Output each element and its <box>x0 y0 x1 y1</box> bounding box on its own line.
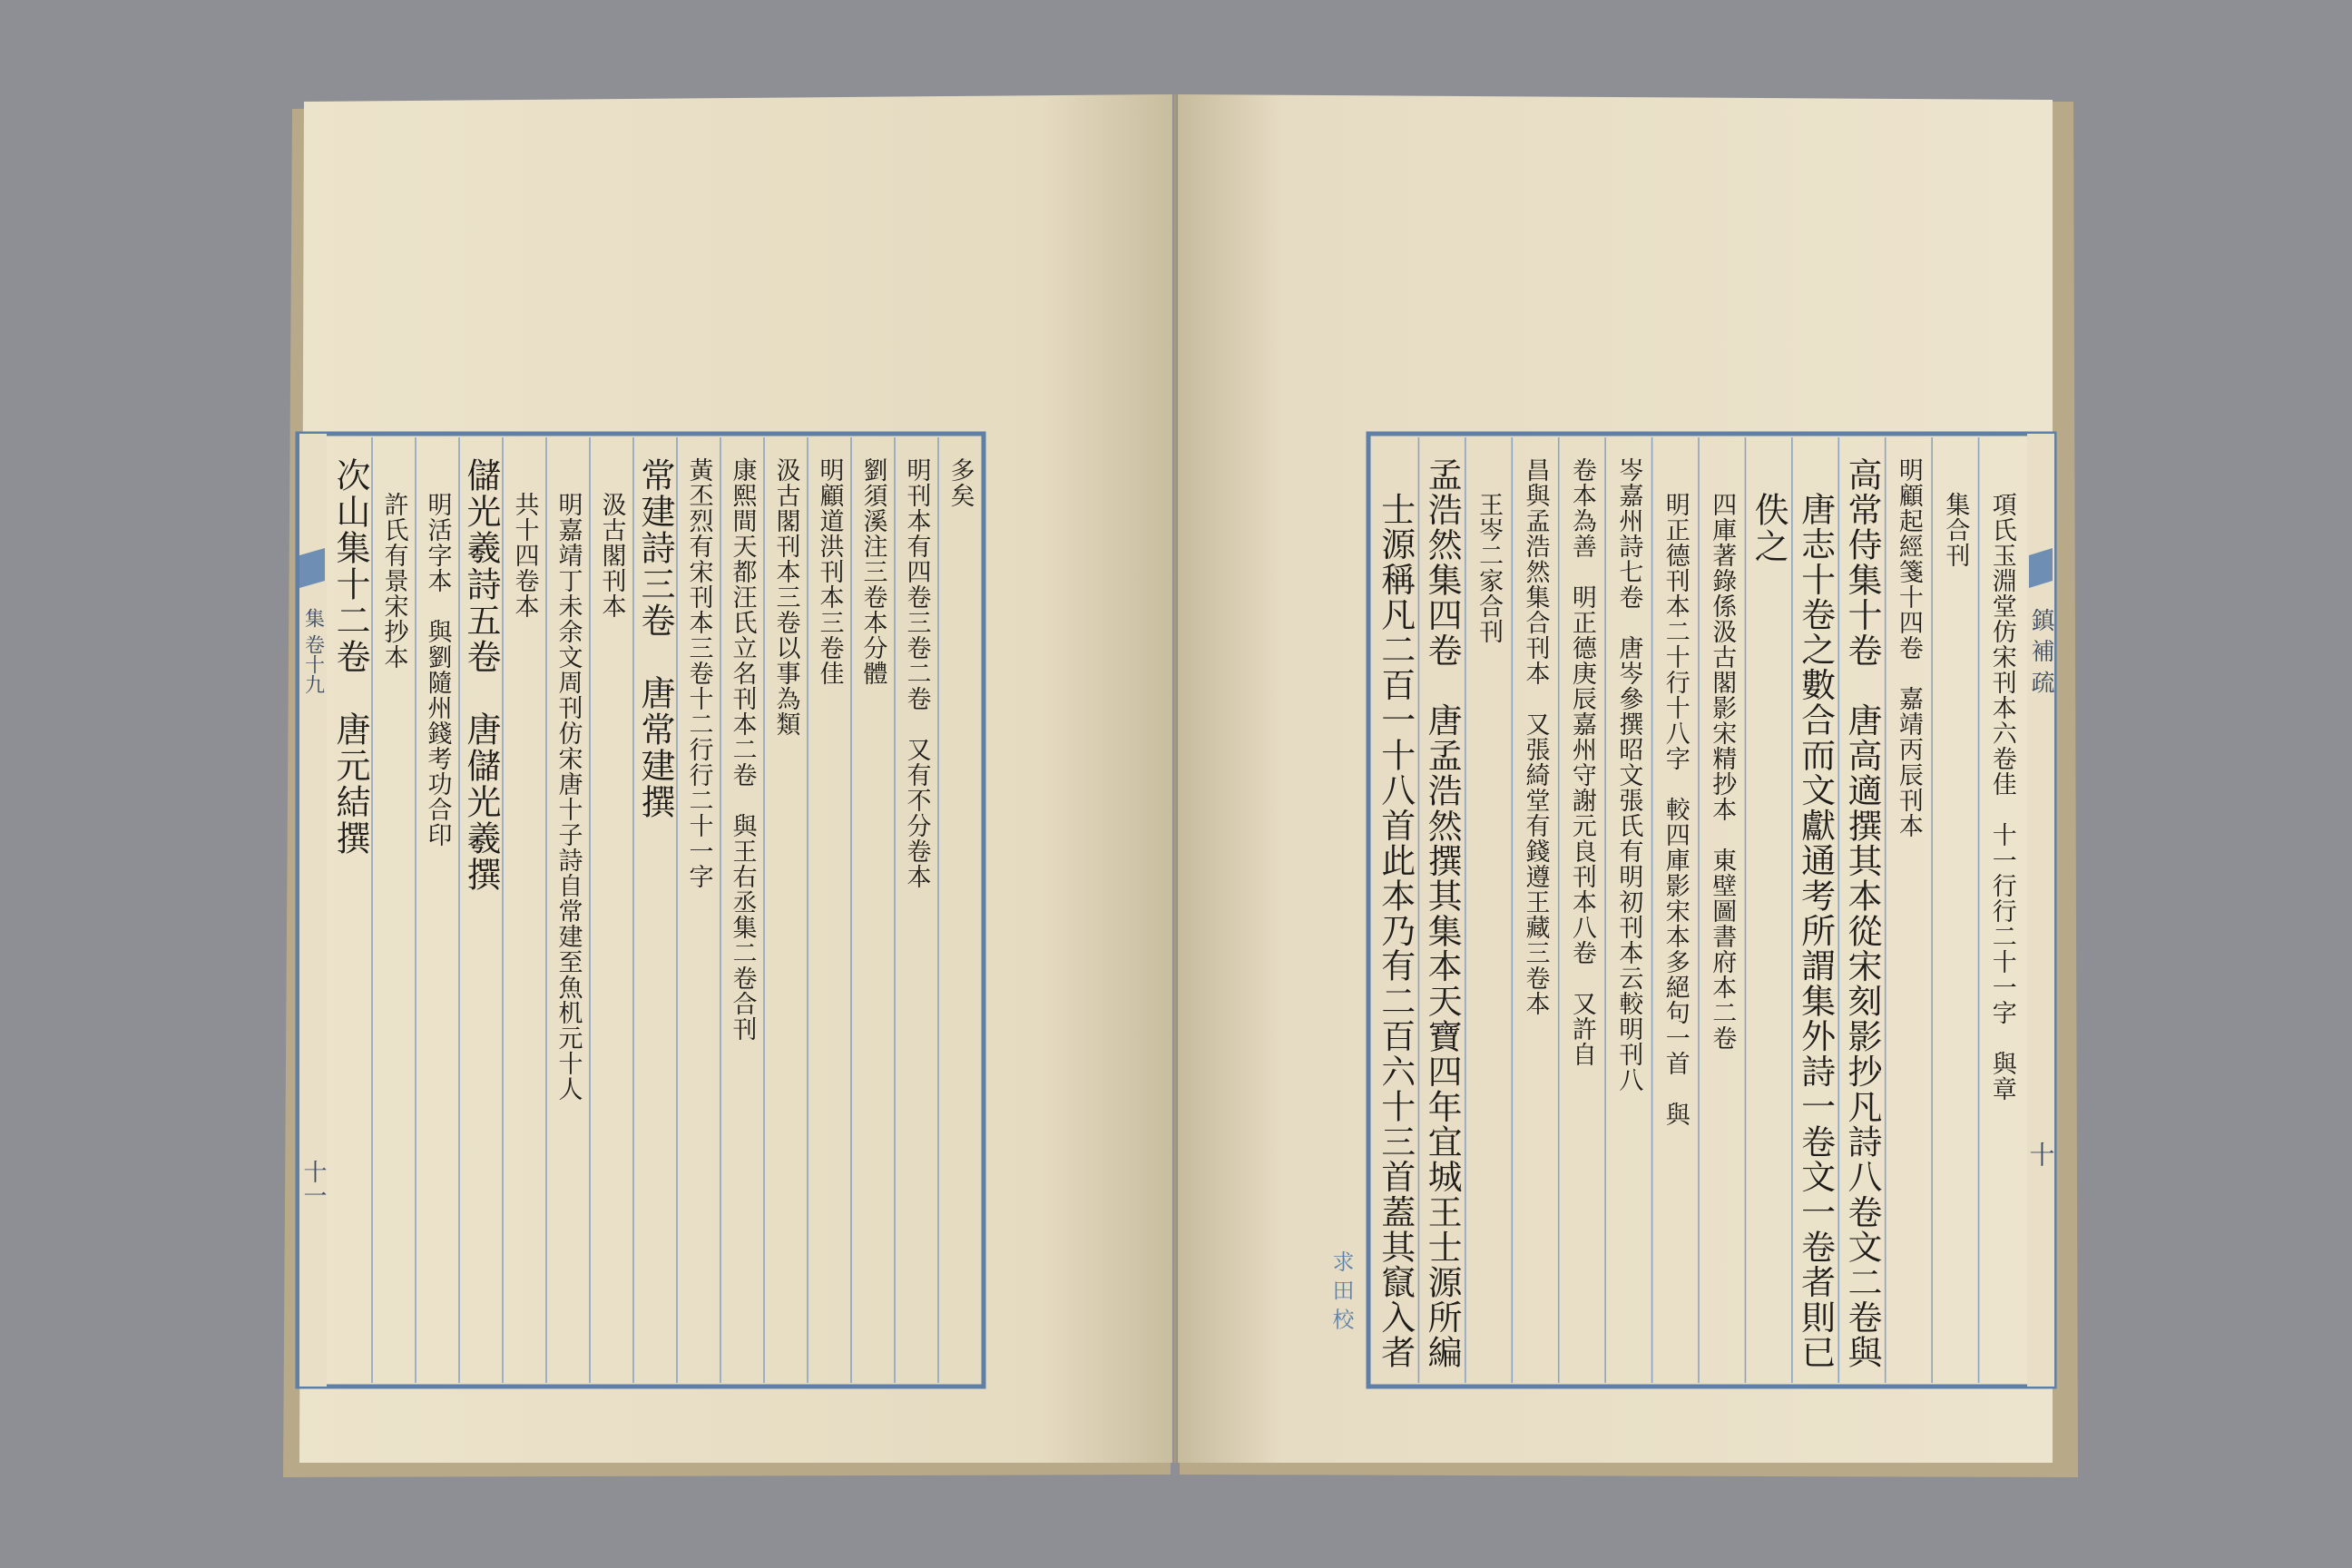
right_page-column-12: 孟浩然集四卷 唐孟浩然撰其集本天寶四年宜城王士源所編 <box>1422 457 1463 1401</box>
left_page-column-5: 康熙間天都汪氏立名刊本二卷 與王右丞集二卷合刊 <box>728 457 757 1042</box>
right_page-column-2: 明顧起經箋十四卷 嘉靖丙辰刊本 <box>1894 457 1923 838</box>
left_page-column-9: 明嘉靖丁未余文周刊仿宋唐十子詩自常建至魚机元十人 <box>554 492 583 1102</box>
left-margin-title: 集 卷十九 <box>301 608 325 694</box>
right_page-column-10: 昌與孟浩然集合刊本 又張綺堂有錢遵王藏三卷本 <box>1521 457 1550 1016</box>
left_page-column-1: 明刊本有四卷三卷二卷 又有不分卷本 <box>902 457 931 889</box>
right_page-column-1: 集合刊 <box>1941 492 1970 568</box>
left-margin-tab <box>299 434 327 1387</box>
right_page-column-8: 岑嘉州詩七卷 唐岑參撰昭文張氏有明初刊本云較明刊八 <box>1614 457 1643 1093</box>
right_page-column-6: 四庫著錄係汲古閣影宋精抄本 東壁圖書府本二卷 <box>1708 492 1737 1051</box>
right_page-column-9: 卷本為善 明正德庚辰嘉州守謝元良刊本八卷 又許自 <box>1567 457 1596 1067</box>
right_page-column-0: 項氏玉淵堂仿宋刊本六卷佳 十一行行二十一字 與章 <box>1987 492 2016 1102</box>
left_page-column-8: 汲古閣刊本 <box>597 492 626 619</box>
right_page-column-3: 高常侍集十卷 唐高適撰其本從宋刻影抄凡詩八卷文二卷與 <box>1842 457 1882 1401</box>
left_page-column-12: 明活字本 與劉隨州錢考功合印 <box>423 492 452 848</box>
right-margin-tab <box>2026 434 2056 1387</box>
right_page-column-5: 佚之 <box>1749 492 1789 564</box>
right_page-column-11: 王岑二家合刊 <box>1475 492 1504 644</box>
left-margin-page: 十一 <box>299 1160 327 1207</box>
collation-mark: 求 田 校 <box>1328 1250 1354 1330</box>
left_page-column-14: 次山集十二卷 唐元結撰 <box>330 457 370 857</box>
right-margin-page: 十 <box>2025 1142 2056 1167</box>
right_page-column-7: 明正德刊本二十行十八字 較四庫影宋本多絕句一首 與 <box>1661 492 1690 1127</box>
right_page-column-4: 唐志十卷之數合而文獻通考所謂集外詩一卷文一卷者則已 <box>1795 492 1836 1399</box>
left_page-column-7: 常建詩三卷 唐常建撰 <box>635 457 675 820</box>
left_page-column-3: 明顧道洪刊本三卷佳 <box>815 457 844 686</box>
right_page-column-13: 士源稱凡二百一十八首此本乃有二百六十三首蓋其竄入者 <box>1375 492 1416 1399</box>
left_page-column-0: 多矣 <box>946 457 975 508</box>
left_page-column-10: 共十四卷本 <box>510 492 539 619</box>
left_page-column-4: 汲古閣刊本三卷以事為類 <box>771 457 800 737</box>
left_page-column-13: 許氏有景宋抄本 <box>379 492 408 670</box>
left_page-column-2: 劉須溪注三卷本分體 <box>858 457 887 686</box>
left_page-column-6: 黃丕烈有宋刊本三卷十二行行二十一字 <box>684 457 713 889</box>
right-margin-title: 鎮 補 疏 <box>2027 608 2054 694</box>
left_page-column-11: 儲光羲詩五卷 唐儲光羲撰 <box>461 457 501 893</box>
